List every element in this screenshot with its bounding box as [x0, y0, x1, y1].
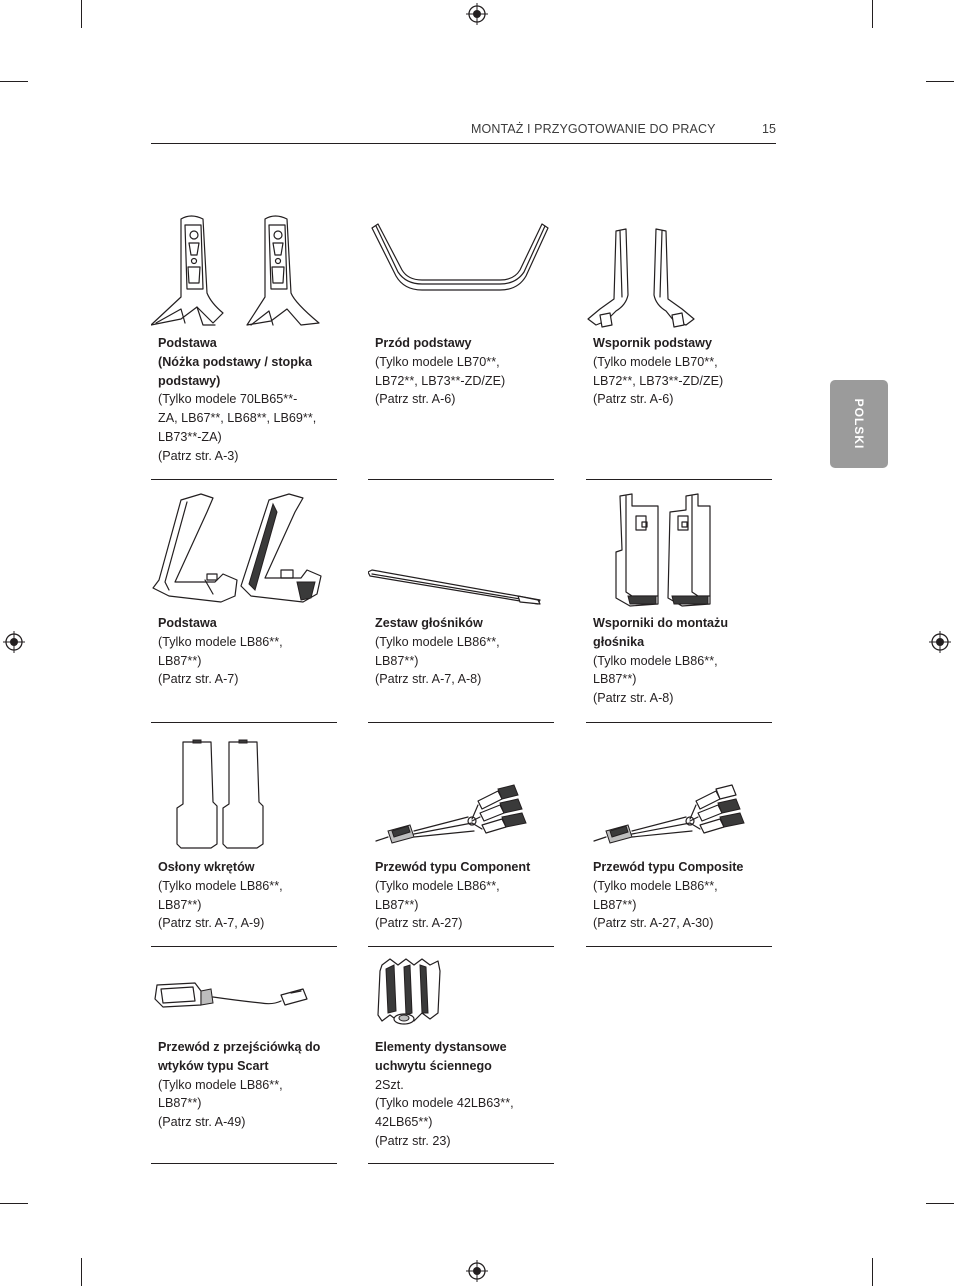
item-title-line: (Nóżka podstawy / stopka — [158, 354, 312, 369]
item-note: (Tylko modele LB70**, — [593, 354, 718, 369]
item-speaker-bar — [368, 490, 554, 723]
crop-mark — [81, 1258, 82, 1286]
crop-mark — [926, 1203, 954, 1204]
item-note: LB87**) — [158, 897, 202, 912]
item-divider — [368, 946, 554, 947]
item-note: (Patrz str. A-7) — [158, 672, 239, 687]
item-stand-front — [368, 205, 554, 481]
item-note: LB73**-ZA) — [158, 429, 222, 444]
item-speaker-bracket — [586, 490, 772, 723]
stand-icon — [151, 490, 337, 610]
item-title: Przewód typu Component — [375, 860, 531, 874]
crop-mark — [926, 81, 954, 82]
item-title-line: podstawy) — [158, 373, 221, 388]
registration-mark-icon — [466, 1260, 488, 1282]
item-screw-cover — [151, 735, 337, 947]
item-note: LB87**) — [158, 653, 202, 668]
item-note: (Tylko modele LB86**, — [593, 878, 718, 893]
item-note: (Patrz str. A-7, A-8) — [375, 672, 482, 687]
item-note: 2Szt. — [375, 1077, 404, 1092]
item-title: Przewód typu Composite — [593, 860, 744, 874]
item-note: (Tylko modele LB86**, — [375, 634, 500, 649]
item-note: (Patrz str. A-6) — [593, 392, 674, 407]
component-cable-icon — [368, 779, 554, 853]
crop-mark — [81, 0, 82, 28]
language-tab: POLSKI — [830, 380, 888, 468]
item-note: (Tylko modele LB86**, — [158, 1077, 283, 1092]
item-note: LB87**) — [158, 1096, 202, 1111]
item-divider — [368, 722, 554, 723]
item-note: (Tylko modele LB70**, — [375, 354, 500, 369]
item-divider — [151, 946, 337, 947]
item-wall-spacer — [368, 955, 554, 1165]
item-note: (Tylko modele LB86**, — [593, 653, 718, 668]
item-note: LB72**, LB73**-ZD/ZE) — [375, 373, 506, 388]
item-stand-bracket — [586, 205, 772, 481]
header-rule — [151, 143, 776, 144]
crop-mark — [0, 81, 28, 82]
item-note: (Patrz str. A-7, A-9) — [158, 916, 265, 931]
item-component-cable — [368, 735, 554, 947]
crop-mark — [0, 1203, 28, 1204]
screw-cover-icon — [151, 738, 337, 850]
stand-front-icon — [368, 220, 554, 295]
item-title-line: uchwytu ściennego — [375, 1058, 492, 1073]
registration-mark-icon — [929, 631, 951, 653]
item-note: (Patrz str. A-27, A-30) — [593, 916, 714, 931]
item-note: LB87**) — [375, 653, 419, 668]
item-divider — [586, 722, 772, 723]
item-divider — [368, 479, 554, 480]
item-title: Elementy dystansowe — [375, 1040, 507, 1054]
item-note: (Patrz str. A-6) — [375, 392, 456, 407]
item-title: Przewód z przejściówką do — [158, 1040, 321, 1054]
item-divider — [368, 1163, 554, 1164]
item-note: LB87**) — [375, 897, 419, 912]
item-note: (Tylko modele LB86**, — [158, 878, 283, 893]
speaker-bracket-icon — [586, 492, 772, 610]
stand-bracket-icon — [586, 225, 772, 330]
item-divider — [586, 946, 772, 947]
item-note: ZA, LB67**, LB68**, LB69**, — [158, 411, 317, 426]
item-title: Wspornik podstawy — [593, 336, 712, 350]
item-note: LB72**, LB73**-ZD/ZE) — [593, 373, 724, 388]
item-note: LB87**) — [593, 897, 637, 912]
item-stand-foot — [151, 205, 337, 481]
item-title: Podstawa — [158, 616, 217, 630]
item-note: LB87**) — [593, 672, 637, 687]
item-divider — [151, 479, 337, 480]
item-note: (Patrz str. A-8) — [593, 691, 674, 706]
item-divider — [151, 722, 337, 723]
crop-mark — [872, 0, 873, 28]
registration-mark-icon — [3, 631, 25, 653]
item-title: Przód podstawy — [375, 336, 472, 350]
item-note: (Tylko modele 70LB65**- — [158, 392, 298, 407]
item-note: (Tylko modele LB86**, — [375, 878, 500, 893]
item-title: Podstawa — [158, 336, 217, 350]
item-note: (Tylko modele LB86**, — [158, 634, 283, 649]
item-stand — [151, 490, 337, 723]
item-note: (Patrz str. A-27) — [375, 916, 463, 931]
item-title: Osłony wkrętów — [158, 860, 255, 874]
item-note: (Patrz str. A-49) — [158, 1115, 246, 1130]
item-title: Zestaw głośników — [375, 616, 483, 630]
section-title: MONTAŻ I PRZYGOTOWANIE DO PRACY — [471, 122, 716, 136]
item-composite-cable — [586, 735, 772, 947]
item-title-line: głośnika — [593, 634, 645, 649]
item-divider — [586, 479, 772, 480]
item-note: (Patrz str. A-3) — [158, 448, 239, 463]
scart-cable-icon — [151, 977, 337, 1021]
speaker-bar-icon — [368, 566, 554, 608]
item-scart-cable — [151, 955, 337, 1165]
registration-mark-icon — [466, 3, 488, 25]
composite-cable-icon — [586, 779, 772, 853]
item-title-line: wtyków typu Scart — [158, 1058, 269, 1073]
item-note: 42LB65**) — [375, 1115, 433, 1130]
stand-foot-icon — [151, 213, 337, 333]
item-divider — [151, 1163, 337, 1164]
crop-mark — [872, 1258, 873, 1286]
item-note: (Patrz str. 23) — [375, 1133, 451, 1148]
item-title: Wsporniki do montażu — [593, 616, 729, 630]
item-note: (Tylko modele 42LB63**, — [375, 1096, 514, 1111]
page-number: 15 — [762, 122, 777, 136]
wall-spacer-icon — [368, 955, 554, 1033]
